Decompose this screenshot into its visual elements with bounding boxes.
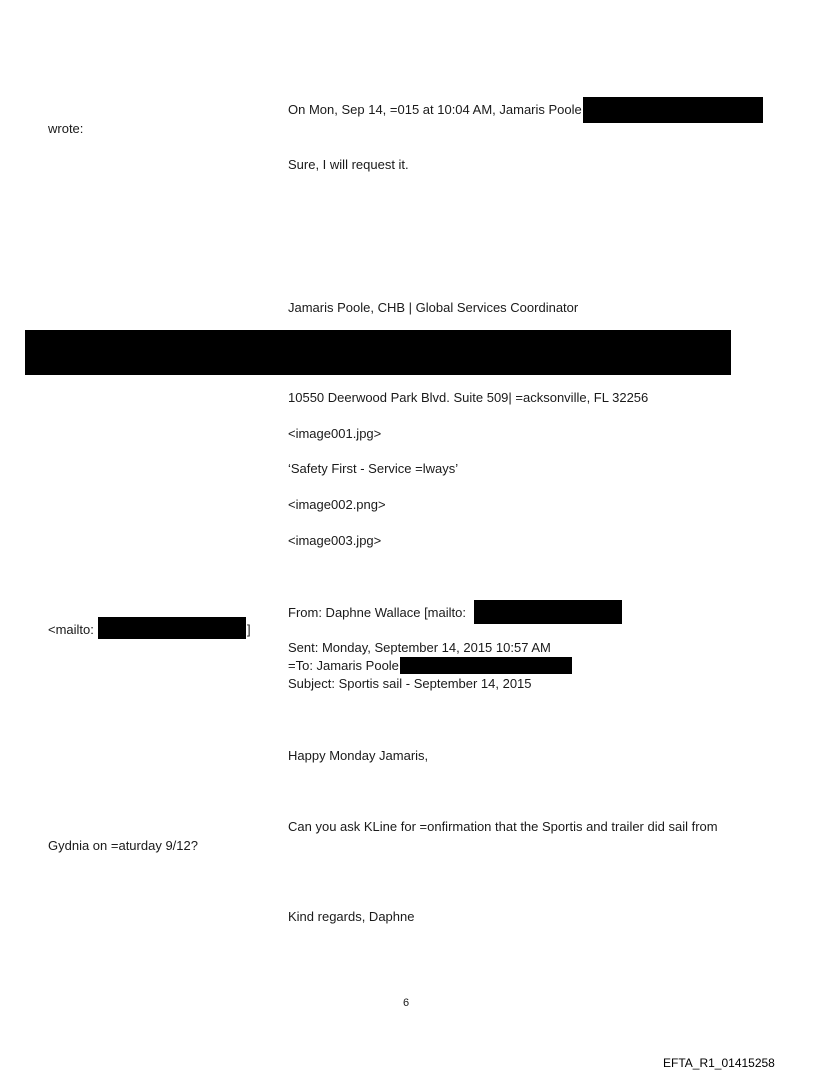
redaction-box [400, 657, 572, 674]
forwarded-from-line: From: Daphne Wallace [mailto: [288, 605, 466, 620]
signature-image2: <image002.png> [288, 497, 386, 512]
redaction-box [98, 617, 246, 639]
reply-body: Sure, I will request it. [288, 157, 409, 172]
redaction-box [474, 600, 622, 624]
reply-header-continuation: wrote: [48, 121, 84, 136]
page-number: 6 [403, 997, 410, 1009]
redaction-box [25, 330, 731, 375]
forwarded-sent-line: Sent: Monday, September 14, 2015 10:57 AM [288, 640, 551, 655]
signature-image3: <image003.jpg> [288, 533, 382, 548]
signature-address: 10550 Deerwood Park Blvd. Suite 509| =acksonville, FL 32256 [288, 390, 649, 405]
signature-slogan: ‘Safety First - Service =lways’ [288, 461, 459, 476]
reply-header: On Mon, Sep 14, =015 at 10:04 AM, Jamaris Poole [288, 102, 582, 117]
forwarded-body-line2: Gydnia on =aturday 9/12? [48, 838, 198, 853]
redaction-box [583, 97, 763, 123]
signature-name-title: Jamaris Poole, CHB | Global Services Coordinator [288, 300, 579, 315]
forwarded-body-line1: Can you ask KLine for =onfirmation that the Sportis and trailer did sail from [288, 819, 718, 834]
forwarded-closing: Kind regards, Daphne [288, 909, 415, 924]
mailto-suffix: ] [247, 622, 251, 637]
forwarded-to-line: =To: Jamaris Poole [288, 658, 399, 673]
document-id: EFTA_R1_01415258 [663, 1056, 775, 1070]
signature-image1: <image001.jpg> [288, 426, 382, 441]
forwarded-greeting: Happy Monday Jamaris, [288, 748, 429, 763]
forwarded-subject-line: Subject: Sportis sail - September 14, 2015 [288, 676, 532, 691]
mailto-prefix: <mailto: [48, 622, 94, 637]
